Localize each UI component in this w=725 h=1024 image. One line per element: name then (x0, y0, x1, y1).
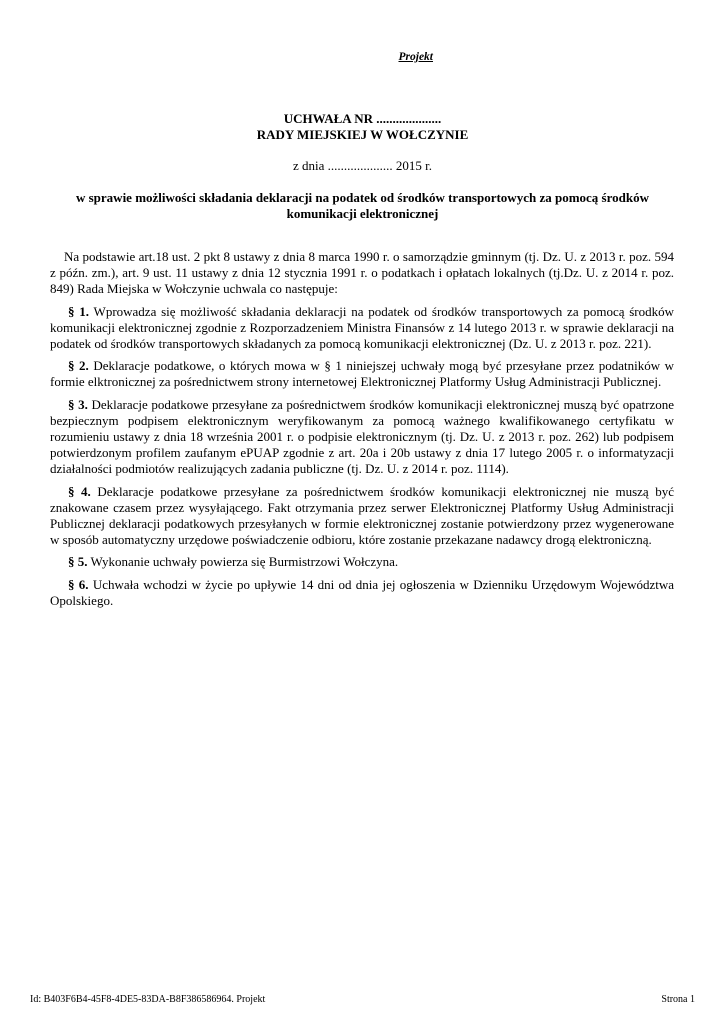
resolution-number: UCHWAŁA NR .................... (283, 111, 442, 126)
section-6 (50, 577, 674, 609)
section-4 (50, 484, 674, 549)
section-text: Wykonanie uchwały powierza się Burmistrzowi Wołczyna. (90, 554, 399, 570)
resolution-subject: w sprawie możliwości składania deklaracji na podatek od środków transportowych za pomocą środków komunikacji elektronicznej (75, 190, 649, 221)
resolution-title (0, 111, 725, 143)
section-label: § 2. (68, 358, 89, 374)
section-text: Deklaracje podatkowe, o których mowa w § 1 niniejszej uchwały mogą być przesyłane przez podatników w formie elktronicznej za pośrednictwem strony internetowej Elektronicznej Platformy Usług Administracji Publicznej. (50, 358, 675, 390)
section-label: § 5. (68, 554, 88, 570)
section-label: § 1. (68, 303, 90, 319)
preamble: Na podstawie art.18 ust. 2 pkt 8 ustawy z dnia 8 marca 1990 r. o samorządzie gminnym (tj. Dz. U. z 2013 r. poz. 594 z późn. zm.), art. 9 ust. 11 ustawy z dnia 12 stycznia 1991 r. o podatkach i opłatach lokalnych (tj.Dz. U. z 2014 r. poz. 849) Rada Miejska w Wołczynie uchwala co następuje: (50, 249, 674, 297)
section-1 (50, 304, 674, 353)
section-3 (50, 397, 674, 478)
section-label: § 6. (68, 576, 89, 592)
projekt-label: Projekt (398, 51, 433, 63)
section-label: § 3. (68, 396, 88, 412)
section-2 (50, 358, 674, 390)
resolution-body (50, 249, 674, 615)
section-text: Deklaracje podatkowe przesyłane za pośrednictwem środków komunikacji elektronicznej nie muszą być znakowane czasem przez wysyłającego. Fakt otrzymania przez serwer Elektronicznej Platformy Usług Administracji Publicznej deklaracji podatkowych przesyłanych w formie elektronicznej zostanie potwierdzony przez wygenerowane w sposób automatyczny urzędowe poświadczenie odbioru, które zostanie przekazane nadawcy drogą elektroniczną. (50, 483, 675, 548)
page-footer (30, 994, 695, 1005)
section-text: Uchwała wchodzi w życie po upływie 14 dni od dnia jej ogłoszenia w Dzienniku Urzędowym Województwa Opolskiego. (50, 576, 675, 608)
section-label: § 4. (68, 483, 91, 499)
page-number: Strona 1 (661, 994, 695, 1005)
resolution-date: z dnia .................... 2015 r. (292, 158, 432, 173)
section-5 (50, 554, 674, 570)
council-name: RADY MIEJSKIEJ W WOŁCZYNIE (256, 127, 469, 142)
section-text: Wprowadza się możliwość składania deklaracji na podatek od środków transportowych za pomocą środków komunikacji elektronicznej zgodnie z Rozporzadzeniem Ministra Finansów z 14 lutego 2013 r. w sprawie deklaracji na podatek od środków transportowych składanych za pomocą komunikacji elektronicznej (Dz. U. z 2013 r. poz. 221). (50, 303, 675, 352)
section-text: Deklaracje podatkowe przesyłane za pośrednictwem środków komunikacji elektronicznej muszą być opatrzone bezpiecznym podpisem elektronicznym weryfikowanym za pomocą ważnego kwalifikowanego certyfikatu w rozumieniu ustawy z dnia 18 września 2001 r. o podpisie elektronicznym (tj. Dz. U. z 2013 r. poz. 262) lub podpisem potwierdzonym profilem zaufanym ePUAP zgodnie z art. 20a i 20b ustawy z dnia 17 lutego 2005 r. o informatyzacji działalności podmiotów realizujących zadania publiczne (tj. Dz. U. z 2014 r. poz. 1114). (50, 396, 675, 477)
document-id: Id: B403F6B4-45F8-4DE5-83DA-B8F386586964. Projekt (30, 994, 266, 1005)
